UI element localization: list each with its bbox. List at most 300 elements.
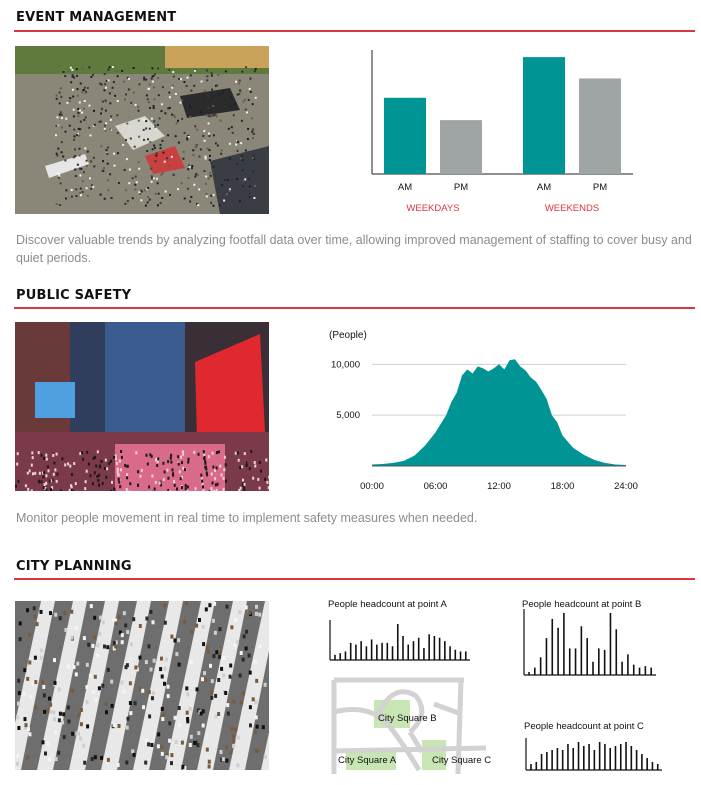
x-tick-label: 18:00 (550, 481, 575, 492)
photo-person-dot (240, 651, 243, 655)
photo-person-dot (232, 735, 235, 739)
photo-person-dot (85, 685, 88, 689)
photo-person-dot (210, 202, 212, 204)
photo-person-dot (152, 75, 154, 77)
photo-person-dot (174, 716, 177, 720)
photo-person-dot (249, 186, 251, 188)
photo-person-dot (41, 680, 44, 684)
photo-person-dot (160, 144, 162, 146)
photo-person-dot (48, 469, 50, 472)
photo-person-dot (90, 160, 92, 162)
group-label-weekends: WEEKENDS (544, 203, 600, 214)
photo-person-dot (57, 172, 59, 174)
photo-person-dot (90, 76, 92, 78)
photo-person-dot (57, 473, 59, 476)
section-divider (14, 307, 695, 309)
photo-person-dot (71, 473, 73, 476)
photo-person-dot (100, 194, 102, 196)
photo-person-dot (86, 700, 89, 704)
photo-person-dot (128, 89, 130, 91)
photo-person-dot (167, 694, 170, 698)
photo-person-dot (245, 66, 247, 68)
photo-person-dot (31, 464, 33, 467)
photo-person-dot (98, 484, 100, 487)
photo-person-dot (164, 112, 166, 114)
photo-person-dot (185, 97, 187, 99)
photo-person-dot (154, 147, 156, 149)
photo-person-dot (90, 188, 92, 190)
photo-person-dot (34, 472, 36, 475)
photo-person-dot (129, 701, 132, 705)
photo-person-dot (217, 678, 220, 682)
photo-person-dot (87, 151, 89, 153)
photo-person-dot (111, 704, 114, 708)
photo-person-dot (175, 652, 178, 656)
photo-person-dot (72, 74, 74, 76)
photo-person-dot (130, 138, 132, 140)
photo-person-dot (79, 110, 81, 112)
photo-person-dot (244, 452, 246, 455)
photo-person-dot (93, 165, 95, 167)
photo-person-dot (19, 621, 22, 625)
photo-person-dot (71, 69, 73, 71)
photo-person-dot (195, 144, 197, 146)
photo-person-dot (176, 122, 178, 124)
photo-person-dot (79, 168, 81, 170)
photo-person-dot (70, 81, 72, 83)
photo-person-dot (211, 163, 213, 165)
photo-person-dot (80, 188, 82, 190)
photo-person-dot (212, 619, 215, 623)
photo-person-dot (57, 148, 59, 150)
photo-person-dot (208, 107, 210, 109)
photo-person-dot (211, 473, 213, 476)
photo-person-dot (204, 678, 207, 682)
photo-person-dot (202, 135, 204, 137)
photo-person-dot (79, 102, 81, 104)
photo-person-dot (32, 456, 34, 459)
photo-person-dot (56, 116, 58, 118)
photo-person-dot (153, 86, 155, 88)
photo-person-dot (202, 642, 205, 646)
times-square-photo (15, 322, 269, 491)
photo-person-dot (171, 87, 173, 89)
photo-person-dot (216, 174, 218, 176)
photo-person-dot (81, 451, 83, 454)
photo-person-dot (81, 91, 83, 93)
photo-person-dot (160, 202, 162, 204)
photo-person-dot (153, 177, 155, 179)
photo-person-dot (40, 649, 43, 653)
photo-person-dot (209, 159, 211, 161)
photo-person-dot (206, 114, 208, 116)
photo-person-dot (49, 479, 51, 482)
photo-person-dot (214, 694, 217, 698)
photo-person-dot (247, 128, 249, 130)
photo-person-dot (59, 712, 62, 716)
photo-person-dot (170, 761, 173, 765)
photo-person-dot (102, 101, 104, 103)
photo-person-dot (48, 757, 51, 761)
photo-person-dot (160, 745, 163, 749)
photo-person-dot (215, 483, 217, 486)
photo-person-dot (73, 129, 75, 131)
photo-person-dot (58, 174, 60, 176)
photo-person-dot (151, 78, 153, 80)
photo-person-dot (202, 103, 204, 105)
photo-person-dot (161, 103, 163, 105)
photo-person-dot (259, 487, 261, 490)
photo-person-dot (217, 483, 219, 486)
photo-person-dot (140, 475, 142, 478)
photo-person-dot (44, 483, 46, 486)
photo-person-dot (235, 81, 237, 83)
footfall-bar-chart (355, 45, 645, 225)
photo-person-dot (63, 611, 66, 615)
photo-person-dot (149, 199, 151, 201)
photo-person-dot (227, 179, 229, 181)
photo-person-dot (40, 610, 43, 614)
photo-person-dot (71, 189, 73, 191)
photo-person-dot (252, 103, 254, 105)
photo-person-dot (98, 474, 100, 477)
photo-person-dot (43, 486, 45, 489)
photo-person-dot (89, 674, 92, 678)
photo-person-dot (109, 92, 111, 94)
photo-person-dot (239, 674, 242, 678)
photo-person-dot (82, 180, 84, 182)
photo-person-dot (102, 482, 104, 485)
photo-person-dot (198, 618, 201, 622)
photo-person-dot (260, 470, 262, 473)
photo-person-dot (155, 160, 157, 162)
chart-title: People headcount at point A (328, 599, 447, 610)
photo-person-dot (79, 174, 81, 176)
photo-person-dot (75, 482, 77, 485)
photo-person-dot (151, 175, 153, 177)
photo-person-dot (201, 81, 203, 83)
photo-person-dot (149, 107, 151, 109)
photo-person-dot (241, 71, 243, 73)
photo-person-dot (77, 95, 79, 97)
photo-person-dot (86, 187, 88, 189)
photo-person-dot (221, 149, 223, 151)
photo-person-dot (66, 102, 68, 104)
photo-person-dot (208, 135, 210, 137)
photo-person-dot (73, 76, 75, 78)
photo-person-dot (100, 121, 102, 123)
photo-person-dot (143, 119, 145, 121)
photo-person-dot (60, 87, 62, 89)
photo-person-dot (203, 489, 205, 491)
photo-person-dot (208, 455, 210, 458)
photo-person-dot (254, 461, 256, 464)
photo-person-dot (84, 147, 86, 149)
photo-person-dot (105, 122, 107, 124)
photo-person-dot (181, 486, 183, 489)
photo-person-dot (186, 85, 188, 87)
photo-person-dot (212, 482, 214, 485)
photo-person-dot (160, 147, 162, 149)
photo-person-dot (167, 134, 169, 136)
photo-person-dot (151, 177, 153, 179)
photo-person-dot (232, 199, 234, 201)
photo-person-dot (213, 166, 215, 168)
photo-person-dot (114, 95, 116, 97)
photo-person-dot (77, 713, 80, 717)
photo-person-dot (236, 178, 238, 180)
photo-person-dot (201, 480, 203, 483)
photo-person-dot (183, 620, 186, 624)
photo-person-dot (69, 465, 71, 468)
photo-person-dot (145, 617, 148, 621)
photo-person-dot (62, 156, 64, 158)
photo-person-dot (213, 194, 215, 196)
photo-person-dot (236, 763, 239, 767)
photo-person-dot (125, 665, 128, 669)
photo-person-dot (123, 81, 125, 83)
photo-person-dot (110, 490, 112, 491)
y-tick-label: 5,000 (336, 410, 360, 422)
photo-person-dot (114, 491, 116, 492)
photo-person-dot (181, 99, 183, 101)
photo-person-dot (208, 765, 211, 769)
photo-person-dot (146, 454, 148, 457)
photo-person-dot (200, 148, 202, 150)
photo-person-dot (170, 753, 173, 757)
photo-person-dot (187, 485, 189, 488)
photo-person-dot (254, 185, 256, 187)
photo-person-dot (121, 456, 123, 459)
photo-person-dot (148, 714, 151, 718)
photo-person-dot (225, 759, 228, 763)
photo-person-dot (242, 169, 244, 171)
photo-person-dot (120, 468, 122, 471)
photo-person-dot (23, 668, 26, 672)
photo-person-dot (238, 82, 240, 84)
photo-person-dot (239, 466, 241, 469)
photo-person-dot (101, 108, 103, 110)
photo-person-dot (147, 201, 149, 203)
photo-person-dot (67, 720, 70, 724)
photo-person-dot (229, 158, 231, 160)
photo-person-dot (186, 717, 189, 721)
photo-person-dot (162, 462, 164, 465)
photo-person-dot (174, 116, 176, 118)
photo-person-dot (149, 141, 151, 143)
photo-person-dot (80, 83, 82, 85)
photo-person-dot (204, 170, 206, 172)
photo-person-dot (198, 453, 200, 456)
photo-person-dot (104, 125, 106, 127)
photo-person-dot (117, 473, 119, 476)
photo-person-dot (112, 87, 114, 89)
photo-person-dot (34, 680, 37, 684)
photo-person-dot (16, 715, 19, 719)
photo-person-dot (105, 100, 107, 102)
photo-person-dot (180, 102, 182, 104)
photo-person-dot (257, 478, 259, 481)
photo-person-dot (193, 451, 195, 454)
photo-person-dot (116, 462, 118, 465)
photo-person-dot (214, 477, 216, 480)
photo-person-dot (146, 150, 148, 152)
photo-person-dot (93, 110, 95, 112)
photo-person-dot (249, 671, 252, 675)
photo-person-dot (117, 100, 119, 102)
photo-person-dot (53, 717, 56, 721)
photo-person-dot (102, 620, 105, 624)
photo-person-dot (79, 737, 82, 741)
photo-person-dot (77, 164, 79, 166)
photo-person-dot (46, 489, 48, 491)
photo-person-dot (172, 472, 174, 475)
photo-person-dot (125, 761, 128, 765)
photo-person-dot (107, 758, 110, 762)
photo-person-dot (232, 132, 234, 134)
photo-person-dot (76, 195, 78, 197)
photo-person-dot (116, 70, 118, 72)
photo-person-dot (114, 165, 116, 167)
photo-person-dot (56, 125, 58, 127)
photo-person-dot (138, 110, 140, 112)
photo-person-dot (110, 119, 112, 121)
photo-person-dot (216, 489, 218, 491)
photo-person-dot (70, 484, 72, 487)
photo-person-dot (85, 116, 87, 118)
photo-person-dot (153, 120, 155, 122)
photo-person-dot (118, 724, 121, 728)
photo-person-dot (151, 167, 153, 169)
photo-person-dot (161, 707, 164, 711)
photo-person-dot (83, 119, 85, 121)
photo-person-dot (76, 75, 78, 77)
map-road (434, 704, 461, 714)
photo-person-dot (79, 192, 81, 194)
photo-person-dot (100, 756, 103, 760)
photo-person-dot (83, 108, 85, 110)
photo-person-dot (218, 450, 220, 453)
photo-person-dot (183, 151, 185, 153)
photo-person-dot (82, 191, 84, 193)
photo-person-dot (204, 456, 206, 459)
photo-person-dot (255, 68, 257, 70)
group-label-weekdays: WEEKDAYS (406, 203, 460, 214)
photo-person-dot (27, 488, 29, 491)
photo-person-dot (70, 689, 73, 693)
photo-person-dot (118, 478, 120, 481)
photo-person-dot (215, 142, 217, 144)
photo-person-dot (100, 113, 102, 115)
photo-person-dot (175, 740, 178, 744)
photo-person-dot (219, 465, 221, 468)
photo-person-dot (237, 150, 239, 152)
photo-person-dot (168, 92, 170, 94)
photo-person-dot (75, 672, 78, 676)
photo-person-dot (205, 156, 207, 158)
photo-person-dot (253, 133, 255, 135)
photo-person-dot (222, 91, 224, 93)
photo-person-dot (233, 114, 235, 116)
photo-person-dot (177, 455, 179, 458)
photo-person-dot (147, 196, 149, 198)
photo-person-dot (259, 644, 262, 648)
photo-person-dot (43, 710, 46, 714)
photo-person-dot (157, 124, 159, 126)
photo-person-dot (54, 731, 57, 735)
photo-person-dot (139, 83, 141, 85)
photo-person-dot (92, 186, 94, 188)
photo-person-dot (213, 490, 215, 491)
photo-person-dot (155, 193, 157, 195)
photo-person-dot (237, 736, 240, 740)
photo-person-dot (191, 165, 193, 167)
photo-person-dot (164, 161, 166, 163)
photo-person-dot (195, 147, 197, 149)
photo-person-dot (231, 126, 233, 128)
photo-person-dot (116, 114, 118, 116)
photo-person-dot (61, 114, 63, 116)
photo-person-dot (63, 735, 66, 739)
photo-person-dot (113, 488, 115, 491)
photo-person-dot (252, 697, 255, 701)
photo-person-dot (149, 128, 151, 130)
photo-person-dot (39, 472, 41, 475)
photo-person-dot (187, 168, 189, 170)
photo-person-dot (130, 642, 133, 646)
photo-person-dot (147, 187, 149, 189)
photo-person-dot (224, 691, 227, 695)
photo-person-dot (166, 157, 168, 159)
photo-person-dot (132, 617, 135, 621)
photo-person-dot (255, 715, 258, 719)
photo-person-dot (218, 93, 220, 95)
photo-person-dot (206, 646, 209, 650)
photo-person-dot (210, 195, 212, 197)
photo-person-dot (84, 87, 86, 89)
photo-person-dot (36, 622, 39, 626)
photo-person-dot (93, 636, 96, 640)
photo-person-dot (55, 757, 58, 761)
photo-person-dot (158, 94, 160, 96)
photo-person-dot (41, 454, 43, 457)
photo-person-dot (52, 710, 55, 714)
photo-person-dot (83, 761, 86, 765)
photo-person-dot (211, 679, 214, 683)
photo-person-dot (139, 656, 142, 660)
photo-person-dot (210, 696, 213, 700)
photo-person-dot (225, 70, 227, 72)
photo-person-dot (149, 453, 151, 456)
photo-person-dot (171, 156, 173, 158)
photo-person-dot (226, 193, 228, 195)
y-tick-label: 10,000 (330, 359, 360, 371)
photo-person-dot (178, 78, 180, 80)
photo-person-dot (255, 612, 258, 616)
photo-person-dot (214, 631, 217, 635)
photo-person-dot (43, 475, 45, 478)
photo-person-dot (88, 127, 90, 129)
photo-person-dot (56, 155, 58, 157)
photo-person-dot (169, 107, 171, 109)
photo-person-dot (32, 472, 34, 475)
photo-person-dot (104, 198, 106, 200)
photo-person-dot (164, 471, 166, 474)
photo-person-dot (113, 641, 116, 645)
photo-person-dot (209, 490, 211, 491)
photo-person-dot (253, 171, 255, 173)
photo-person-dot (75, 175, 77, 177)
